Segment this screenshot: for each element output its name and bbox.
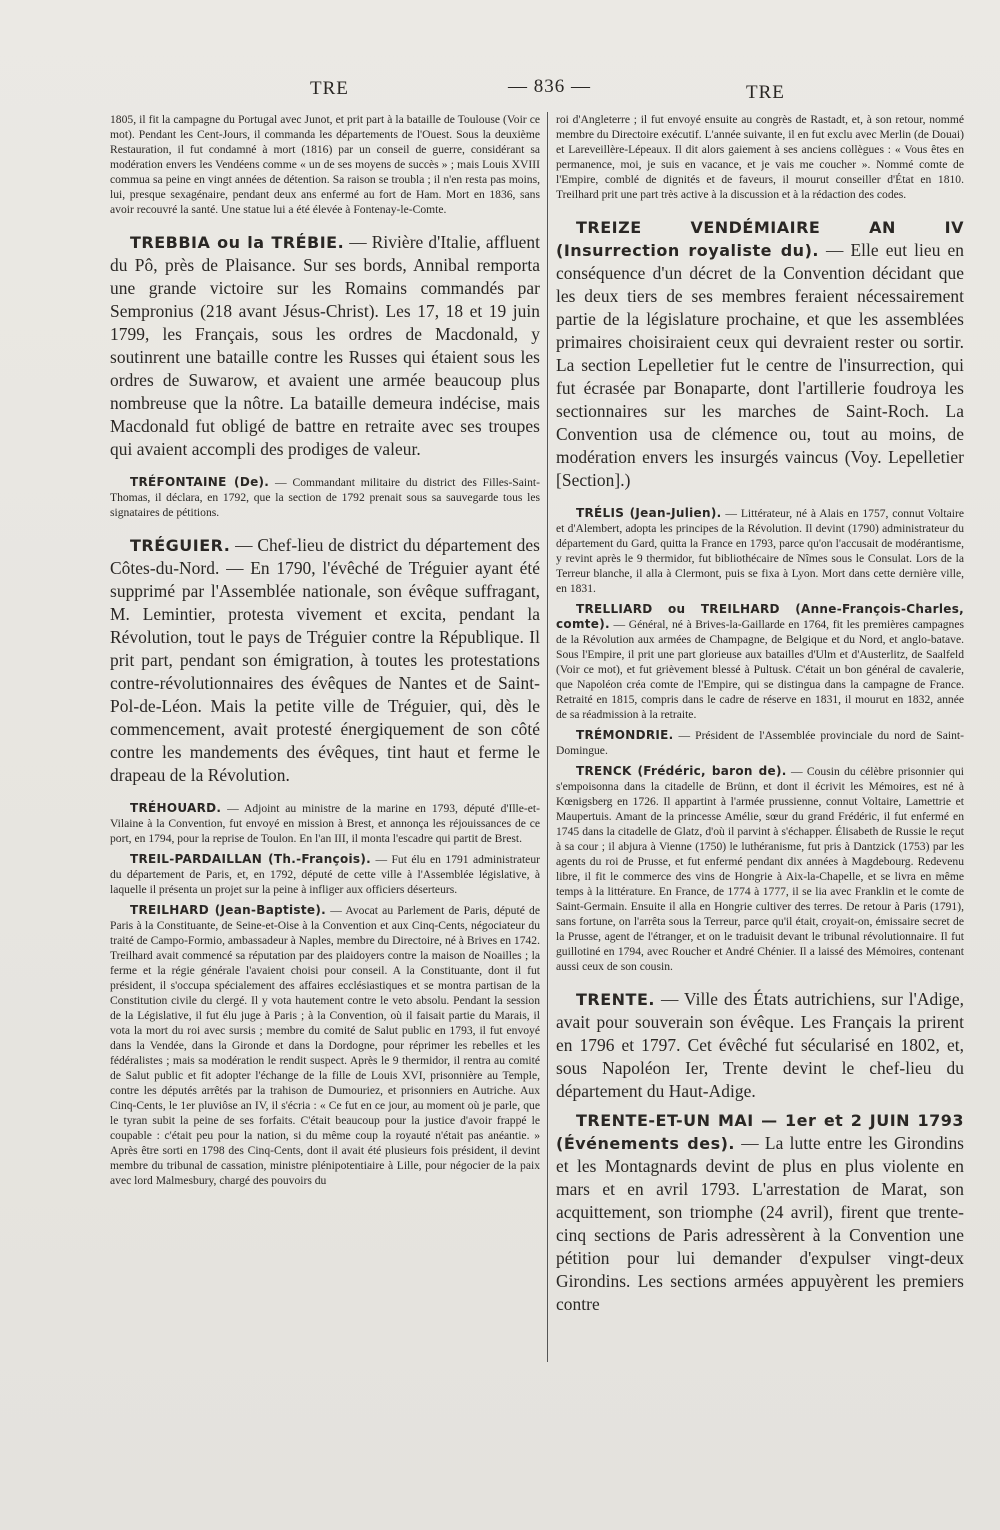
headword: TRELLIARD ou TREILHARD (Anne-François-Charles, comte). [556, 602, 964, 631]
entry-body: — La lutte entre les Girondins et les Montagnards devint de plus en plus violente en mars et en avril 1793. L'arrestation de Marat, son acquittement, son triomphe (24 avril), firent que trente-cinq sections de Paris adressèrent à la Convention une pétition pour lui demander d'expulser vingt-deux Girondins. Les sections armées appuyèrent les premiers contre [556, 1133, 965, 1314]
entry-continued: roi d'Angleterre ; il fut envoyé ensuite au congrès de Rastadt, et, à son retour, nommé membre du Directoire exécutif. L'année suivante, il en fut exclu avec Merlin (de Douai) et Lareveillère-Lépeaux. Il dit alors gaiement à ses anciens collègues : « Vous êtes en permanence, moi, je suis en vacance, et je vais me coucher ». Nommé comte de l'Empire, comblé de dignités et de faveurs, il mourut conseiller d'État en 1810. Treilhard prit une part très active à la discussion et à la rédaction des codes. [556, 113, 964, 201]
entry-trente-et-un-mai [556, 1109, 964, 1316]
headword: TREIZE VENDÉMIAIRE AN IV (Insurrection royaliste du). [556, 218, 964, 260]
entry-treil-pardaillan [110, 852, 540, 897]
entry-trente [556, 988, 964, 1103]
header-right: TRE [746, 82, 785, 103]
entry-body: — Chef-lieu de district du département des Côtes-du-Nord. — En 1790, l'évêché de Tréguier ayant été supprimé par l'Assemblée nationale, son évêque suffragant, M. Lemintier, protesta vivement et excita, pendant la Révolution, tout le pays de Tréguier contre la République. Il prit part, pendant son émigration, à toutes les protestations contre-révolutionnaires des évêques de Nantes et de Saint-Pol-de-Léon. Mais la petite ville de Tréguier, qui, dès le commencement, avait protesté énergiquement de son côté contre les mandements des évêques, tint haut et ferme le drapeau de la Révolution. [110, 535, 540, 785]
headword: TREILHARD (Jean-Baptiste). [130, 903, 326, 917]
entry-trelis [556, 506, 964, 596]
entry-continued: 1805, il fit la campagne du Portugal avec Junot, et prit part à la bataille de Toulouse (Voir ce mot). Pendant les Cent-Jours, il commanda les départements de l'Ouest. Sous la deuxième Restauration, il fut condamné à mort (1816) par un conseil de guerre, considérant sa modération envers les Vendéens comme « un de ses moyens de succès » ; mais Louis XVIII commua sa peine en vingt années de détention. Sa raison se troubla ; il n'en resta pas moins, lui, presque sexagénaire, pendant deux ans enfermé au fort de Ham. Mort en 1836, sans avoir recouvré la santé. Une statue lui a été élevée à Fontenay-le-Comte. [110, 113, 540, 216]
entry-body: — Ville des États autrichiens, sur l'Adige, avait pour souverain son évêque. Les Français la prirent en 1796 et 1797. Cet évêché fut sécularisé en 1802, et, sous Napoléon Ier, Trente devint le chef-lieu du département du Haut-Adige. [556, 989, 964, 1101]
headword: TRÉGUIER. [130, 536, 231, 555]
entry-body: — Littérateur, né à Alais en 1757, connut Voltaire et d'Alembert, adopta les principes de la Révolution. Il devint (1790) administrateur du département du Gard, quitta la France en 1793, parce qu'on l'accusait de modérantisme, y revint après le 9 thermidor, fut bibliothécaire de Nîmes sous le Consulat. Lors de la Terreur blanche, il alla à Clermont, puis se fixa à Lyon. Mort dans cette dernière ville, en 1831. [556, 507, 964, 595]
right-column [556, 112, 964, 1316]
headword: TRÉFONTAINE (De). [130, 475, 270, 489]
entry-body: — Adjoint au ministre de la marine en 1793, député d'Ille-et-Vilaine à la Convention, fut envoyé en mission à Brest, et annonça les réjouissances de ce port, en 1794, pour la reprise de Toulon. En l'an III, il monta l'escadre qui partit de Brest. [110, 802, 540, 845]
headword: TRÉMONDRIE. [576, 728, 674, 742]
page-number: — 836 — [508, 76, 591, 97]
entry-tremondrie [556, 728, 964, 758]
headword: TRÉHOUARD. [130, 801, 222, 815]
column-rule [547, 112, 548, 1362]
headword: TRENTE. [576, 990, 655, 1009]
entry-body: — Président de l'Assemblée provinciale du nord de Saint-Domingue. [556, 729, 964, 757]
entry-trenck [556, 764, 964, 974]
entry-trehouard [110, 801, 540, 846]
entry-trebbia [110, 231, 540, 461]
entry-body: — Avocat au Parlement de Paris, député de Paris à la Constituante, de Seine-et-Oise à la Convention et aux Cinq-Cents, négociateur du traité de Campo-Formio, ambassadeur à Naples, membre du Directoire, né à Brives en 1742. Treilhard avait commencé sa réputation par des plaidoyers contre la maison de Noailles ; la ferme et la régie générale l'avaient choisi pour conseil. A la Constituante, dont il fut président, il s'occupa spécialement des affaires ecclésiastiques et se montra partisan de la Constitution civile du clergé. Il y vota hautement contre le veto absolu. Pendant la session de la Législative, il fut élu juge à Paris ; à la Convention, où il faisait partie du Marais, il vota la mort du roi avec sursis ; membre du comité de Salut public en 1793, il fut envoyé dans la Vendée, dans la Gironde et dans la Dordogne, pour réprimer les rebelles et les fédéralistes ; mais sa modération le rendit suspect. Après le 9 thermidor, il rentra au comité de Salut public et fit adopter l'échange de la fille de Louis XVI, prisonnière au Temple, contre les députés arrêtés par la trahison de Dumouriez, et prisonniers en Autriche. Aux Cinq-Cents, le 1er pluviôse an IV, il s'écria : « Ce fut en ce jour, au moment où je parle, que le tyran subit la peine de ses forfaits. C'était beaucoup pour la justice d'avoir frappé le coupable : c'était peu pour la nation, si du même coup la royauté n'était pas anéantie. » Après être sorti en 1798 des Cinq-Cents, dont il avait été plusieurs fois président, il devint membre du tribunal de cassation, ministre plénipotentiaire à Lille, pour négocier de la paix avec lord Malmesbury, chargé des pouvoirs du [110, 904, 540, 1187]
headword: TRENTE-ET-UN MAI — 1er et 2 JUIN 1793 (Événements des). [556, 1111, 964, 1153]
entry-treguier [110, 534, 540, 787]
running-header [110, 74, 950, 104]
entry-trefontaine [110, 475, 540, 520]
entry-body: — Rivière d'Italie, affluent du Pô, près de Plaisance. Sur ses bords, Annibal remporta une grande victoire sur les Romains commandés par Sempronius (218 avant Jésus-Christ). Les 17, 18 et 19 juin 1799, les Français, sous les ordres de Macdonald, y soutinrent une bataille contre les Russes qui étaient sous les ordres de Suwarow, et avaient une armée beaucoup plus nombreuse que la nôtre. La bataille demeura indécise, mais Macdonald fut obligé de battre en retraite avec ses troupes qui avaient accompli des prodiges de valeur. [110, 232, 540, 459]
headword: TRÉLIS (Jean-Julien). [576, 506, 722, 520]
headword: TREBBIA ou la TRÉBIE. [130, 233, 345, 252]
headword: TRENCK (Frédéric, baron de). [576, 764, 787, 778]
entry-body: — Fut élu en 1791 administrateur du département de Paris, et, en 1792, député de cette ville à l'Assemblée législative, à laquelle il présenta un projet sur la peine à infliger aux officiers déserteurs. [110, 853, 540, 896]
entry-trelliard [556, 602, 964, 722]
entry-body: — Cousin du célèbre prisonnier qui s'empoisonna dans la citadelle de Brünn, et dont il écrivit les Mémoires, est né à Kœnigsberg en 1726. Il appartint à l'armée prussienne, connut Voltaire, Lamettrie et Maupertuis. Amant de la princesse Amélie, sœur du grand Frédéric, il fut enfermé en 1745 dans la citadelle de Glatz, d'où il parvint à s'échapper. Élisabeth de Russie le reçut à sa cour ; il abjura à Vienne (1750) le luthéranisme, fut pris à Dantzick (1753) par les agents du roi de Prusse, et fut enfermé pendant dix années à Magdebourg. Redevenu libre, il fit le commerce des vins de Hongrie à Aix-la-Chapelle, et se livra en même temps à la littérature. En France, de 1774 à 1777, il se lia avec Franklin et le comte de Saint-Germain. Ensuite il alla en Hongrie cultiver des terres. De retour à Paris (1791), sans fortune, on l'arrêta sous la Terreur, parce qu'il était, croyait-on, émissaire secret de la Prusse, agent de l'étranger, et on le traduisit devant le tribunal révolutionnaire. Il fut guillotiné en 1794, avec Roucher et André Chénier. Il a laissé des Mémoires, contenant aussi ceux de son cousin. [556, 765, 964, 973]
entry-treilhard [110, 903, 540, 1188]
header-left: TRE [310, 78, 349, 99]
entry-body: — Général, né à Brives-la-Gaillarde en 1764, fit les premières campagnes de la Révolution aux armées de Champagne, de Belgique et du Nord, et anglo-batave. Sous l'Empire, il prit une part glorieuse aux batailles d'Ulm et d'Austerlitz, de Saalfeld (Voir ce mot), et fut grièvement blessé à Pultusk. C'était un bon général de cavalerie, que Napoléon créa comte de l'Empire, qui se distingua dans la campagne de France. Retraité en 1815, compris dans le cadre de réserve en 1831, il mourut en 1832, année de sa réadmission à la retraite. [556, 618, 964, 721]
left-column [110, 112, 540, 1188]
headword: TREIL-PARDAILLAN (Th.-François). [130, 852, 371, 866]
entry-treize-vendemiaire [556, 216, 964, 492]
entry-body: — Commandant militaire du district des Filles-Saint-Thomas, il déclara, en 1792, que la section de 1792 prenait sous sa sauvegarde tous les signataires de pétitions. [110, 476, 541, 519]
entry-body: — Elle eut lieu en conséquence d'un décret de la Convention décidant que les deux tiers de ses membres feraient nécessairement partie de la législature prochaine, et que les assemblées primaires choisiraient ceux qui devraient rester ou sortir. La section Lepelletier fut le centre de l'insurrection, qui fut écrasée par Bonaparte, dont l'artillerie foudroya les sectionnaires sur les marches de Saint-Roch. La Convention usa de clémence ou, tout au moins, de modération envers les insurgés vaincus (Voy. Lepelletier [Section].) [556, 240, 964, 490]
